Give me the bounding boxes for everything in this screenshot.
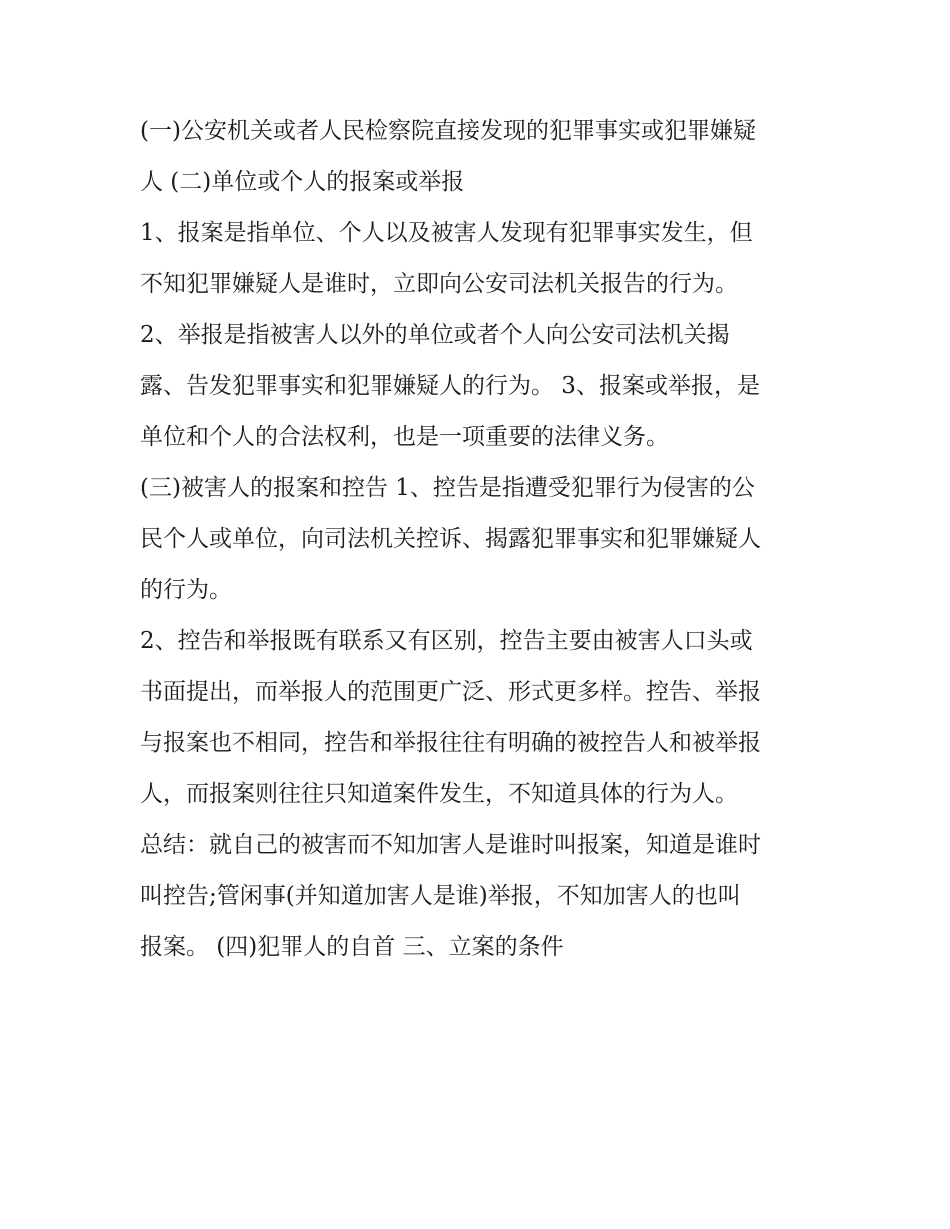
text-line: 书面提出，而举报人的范围更广泛、形式更多样。控告、举报 <box>140 679 761 705</box>
document-body <box>140 106 812 973</box>
text-line: (三)被害人的报案和控告 1、控告是指遭受犯罪行为侵害的公 <box>140 475 755 501</box>
text-line: 2、举报是指被害人以外的单位或者个人向公安司法机关揭 <box>140 322 730 348</box>
text-line: 报案。 (四)犯罪人的自首 三、立案的条件 <box>140 934 564 960</box>
text-line: 的行为。 <box>140 577 232 603</box>
text-line: 1、报案是指单位、个人以及被害人发现有犯罪事实发生，但 <box>140 220 753 246</box>
text-line: 单位和个人的合法权利，也是一项重要的法律义务。 <box>140 424 669 450</box>
text-line: 人，而报案则往往只知道案件发生，不知道具体的行为人。 <box>140 781 738 807</box>
text-line: 不知犯罪嫌疑人是谁时，立即向公安司法机关报告的行为。 <box>140 271 738 297</box>
text-line: 总结：就自己的被害而不知加害人是谁时叫报案，知道是谁时 <box>140 832 761 858</box>
text-line: 与报案也不相同，控告和举报往往有明确的被控告人和被举报 <box>140 730 761 756</box>
text-line: 人 (二)单位或个人的报案或举报 <box>140 169 465 195</box>
text-line: (一)公安机关或者人民检察院直接发现的犯罪事实或犯罪嫌疑 <box>140 118 756 144</box>
text-line: 民个人或单位，向司法机关控诉、揭露犯罪事实和犯罪嫌疑人 <box>140 526 761 552</box>
text-line: 叫控告;管闲事(并知道加害人是谁)举报，不知加害人的也叫 <box>140 883 741 909</box>
text-line: 2、控告和举报既有联系又有区别，控告主要由被害人口头或 <box>140 628 753 654</box>
text-line: 露、告发犯罪事实和犯罪嫌疑人的行为。 3、报案或举报，是 <box>140 373 760 399</box>
